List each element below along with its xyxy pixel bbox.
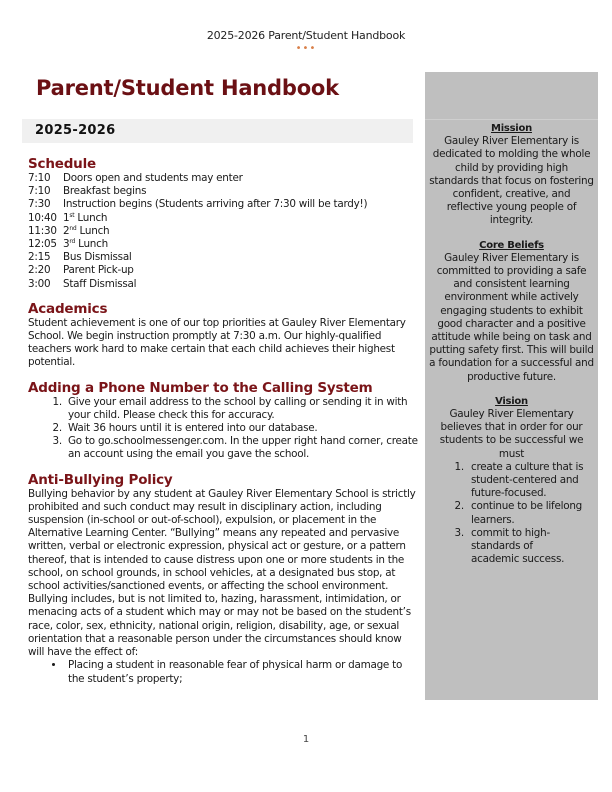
ordinal-number: 1	[63, 211, 70, 224]
decorative-dots-icon: •••	[295, 43, 317, 54]
anti-bullying-bullets	[28, 659, 418, 685]
spacer	[28, 370, 418, 381]
schedule-row	[28, 198, 418, 211]
schedule-row	[28, 172, 418, 185]
ordinal-suffix: nd	[69, 224, 77, 232]
calling-system-heading: Adding a Phone Number to the Calling System	[28, 379, 373, 396]
schedule-event: Breakfast begins	[63, 185, 147, 198]
event-text: Lunch	[76, 224, 110, 237]
sidebar-content	[425, 120, 598, 567]
vision-item: 3. commit to high-standards of academic success.	[467, 527, 584, 567]
page-title: Parent/Student Handbook	[36, 76, 339, 100]
year-label: 2025-2026	[35, 123, 116, 138]
calling-step: 1. Give your email address to the school by calling or sending it in with your child. Please check this for accuracy.	[65, 396, 418, 422]
ordinal-suffix: rd	[69, 238, 76, 246]
schedule-row	[28, 185, 418, 198]
schedule-event: Parent Pick-up	[63, 264, 134, 277]
vision-body: Gauley River Elementary believes that in order for our students to be successful we must	[439, 408, 584, 460]
schedule-time: 2:15	[28, 251, 51, 264]
vision-item: 1. create a culture that is student-centered and future-focused.	[467, 461, 584, 501]
sidebar-panel	[425, 72, 598, 700]
schedule-time: 10:40	[28, 211, 57, 224]
schedule-row	[28, 278, 418, 291]
schedule-time: 7:10	[28, 185, 51, 198]
anti-bullying-bullet: • Placing a student in reasonable fear of physical harm or damage to the student’s property;	[65, 659, 418, 685]
event-text: Lunch	[75, 238, 108, 251]
running-header: 2025-2026 Parent/Student Handbook	[206, 29, 406, 42]
schedule-time: 3:00	[28, 277, 51, 290]
ordinal-suffix: st	[69, 211, 75, 219]
event-text: Lunch	[74, 211, 108, 224]
schedule-event: Bus Dismissal	[63, 251, 132, 264]
calling-system-section	[28, 381, 418, 462]
schedule-time: 7:30	[28, 198, 51, 211]
anti-bullying-body: Bullying behavior by any student at Gauley River Elementary School is strictly prohibited and such conduct may result in disciplinary action, including suspension (in-school or out-of-school), expulsion, or placement in the Alternative Learning Center. “Bullying” means any repeated and pervasive written, verbal or electronic expression, physical act or gesture, or a pattern thereof, that is intended to cause distress upon one or more students in the school, on school grounds, in school vehicles, at a designated bus stop, at school activities/sanctioned events, or affecting the school environment. Bullying includes, but is not limited to, hazing, harassment, intimidation, or menacing acts of a student which may or may not be based on the student’s race, color, sex, ethnicity, national origin, religion, disability, age, or sexual orientation that a reasonable person under the circumstances should know will have the effect of:	[28, 487, 416, 659]
anti-bullying-section	[28, 473, 418, 686]
schedule-row	[28, 238, 418, 251]
anti-bullying-heading: Anti-Bullying Policy	[28, 471, 173, 488]
schedule-time: 12:05	[28, 238, 57, 251]
spacer	[28, 462, 418, 473]
spacer	[429, 228, 594, 239]
vision-heading: Vision	[495, 395, 528, 407]
main-column	[28, 157, 418, 686]
mission-heading: Mission	[491, 123, 532, 134]
core-beliefs-body: Gauley River Elementary is committed to providing a safe and consistent learning environment while actively engaging students to exhibit good character and a positive attitude while being on task and putting safety first. This will build a foundation for a successful and productive future.	[429, 251, 594, 383]
schedule-section	[28, 157, 418, 291]
schedule-time: 2:20	[28, 264, 51, 277]
ordinal-number: 2	[63, 224, 70, 237]
academics-body: Student achievement is one of our top priorities at Gauley River Elementary School. We begin instruction promptly at 7:30 a.m. Our highly-qualified teachers work hard to make certain that each child achieves their highest potential.	[28, 316, 406, 369]
academics-section	[28, 302, 418, 370]
schedule-time: 11:30	[28, 224, 57, 237]
schedule-event: Staff Dismissal	[63, 277, 137, 290]
academics-heading: Academics	[28, 300, 108, 317]
core-beliefs-heading: Core Beliefs	[479, 239, 544, 251]
schedule-event: Instruction begins (Students arriving after 7:30 will be tardy!)	[63, 198, 368, 211]
schedule-row	[28, 225, 418, 238]
schedule-row	[28, 212, 418, 225]
schedule-event	[63, 225, 109, 238]
calling-step: 2. Wait 36 hours until it is entered into our database.	[65, 422, 418, 435]
year-band	[22, 119, 413, 143]
ordinal-number: 3	[63, 238, 70, 251]
calling-step: 3. Go to go.schoolmessenger.com. In the upper right hand corner, create an account using the email you gave the school.	[65, 435, 418, 461]
sidebar-top-band	[425, 72, 598, 120]
schedule-row	[28, 251, 418, 264]
schedule-event: Doors open and students may enter	[63, 172, 243, 184]
schedule-row	[28, 264, 418, 277]
page-number: 1	[302, 734, 310, 745]
schedule-heading: Schedule	[28, 156, 96, 172]
mission-body: Gauley River Elementary is dedicated to molding the whole child by providing high standards that focus on fostering confident, creative, and reflective young people of integrity.	[429, 135, 594, 227]
calling-steps-list	[28, 396, 418, 462]
vision-list	[429, 461, 594, 567]
vision-item: 2. continue to be lifelong learners.	[467, 500, 584, 526]
schedule-event	[63, 212, 107, 225]
spacer	[429, 384, 594, 395]
schedule-time: 7:10	[28, 172, 51, 184]
schedule-event	[63, 238, 108, 251]
